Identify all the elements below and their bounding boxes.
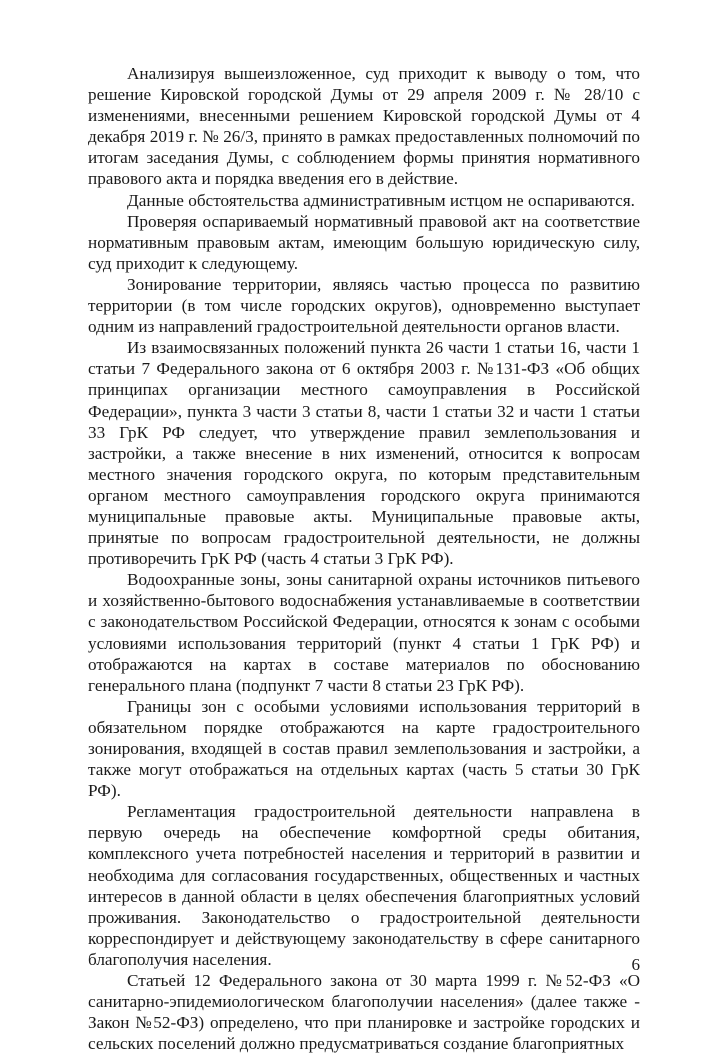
paragraph-regulation: Регламентация градостроительной деятельности направлена в первую очередь на обеспечение комфортной среды обитания, комплексного учета потребностей населения и территорий в развитии и необходима для согласования государственных, общественных и частных интересов в данной области в целях обеспечения благоприятных условий проживания. Законодательство о градостроительной деятельности корреспондирует и действующему законодательству в сфере санитарного благополучия населения. bbox=[88, 802, 640, 969]
paragraph-not-disputed: Данные обстоятельства административным истцом не оспариваются. bbox=[127, 190, 635, 210]
paragraph-water-zones: Водоохранные зоны, зоны санитарной охраны источников питьевого и хозяйственно-бытового водоснабжения устанавливаемые в соответствии с законодательством Российской Федерации, относятся к зонам с особыми условиями использования территорий (пункт 4 статьи 1 ГрК РФ) и отображаются на картах в составе материалов по обоснованию генерального плана (подпункт 7 части 8 статьи 23 ГрК РФ). bbox=[88, 570, 640, 695]
paragraph-federal-law-131: Из взаимосвязанных положений пункта 26 части 1 статьи 16, части 1 статьи 7 Федерального закона от 6 октября 2003 г. №131-ФЗ «Об общих принципах организации местного самоуправления в Российской Федерации», пункта 3 части 3 статьи 8, части 1 статьи 32 и части 1 статьи 33 ГрК РФ следует, что утверждение правил землепользования и застройки, а также внесение в них изменений, относится к вопросам местного значения городского округа, по которым представительным органом местного самоуправления городского округа принимаются муниципальные правовые акты. Муниципальные правовые акты, принятые по вопросам градостроительной деятельности, не должны противоречить ГрК РФ (часть 4 статьи 3 ГрК РФ). bbox=[88, 338, 640, 569]
paragraph-zone-boundaries: Границы зон с особыми условиями использования территорий в обязательном порядке отображаются на карте градостроительного зонирования, входящей в состав правил землепользования и застройки, а также могут отображаться на отдельных картах (часть 5 статьи 30 ГрК РФ). bbox=[88, 696, 640, 801]
paragraph-federal-law-52: Статьей 12 Федерального закона от 30 марта 1999 г. №52-ФЗ «О санитарно-эпидемиологическом благополучии населения» (далее также - Закон №52-ФЗ) определено, что при планировке и застройке городских и сельских поселений должно предусматриваться создание благоприятных bbox=[88, 971, 640, 1054]
paragraph-zoning: Зонирование территории, являясь частью процесса по развитию территории (в том числе городских округов), одновременно выступает одним из направлений градостроительной деятельности органов власти. bbox=[88, 274, 640, 337]
document-body bbox=[88, 63, 640, 1054]
paragraph-conclusion: Анализируя вышеизложенное, суд приходит к выводу о том, что решение Кировской городской Думы от 29 апреля 2009 г. № 28/10 с изменениями, внесенными решением Кировской городской Думы от 4 декабря 2019 г. № 26/3, принято в рамках предоставленных полномочий по итогам заседания Думы, с соблюдением формы принятия нормативного правового акта и порядка введения его в действие. bbox=[88, 64, 640, 189]
page-number: 6 bbox=[631, 955, 640, 974]
paragraph-verification: Проверяя оспариваемый нормативный правовой акт на соответствие нормативным правовым актам, имеющим большую юридическую силу, суд приходит к следующему. bbox=[88, 211, 640, 273]
